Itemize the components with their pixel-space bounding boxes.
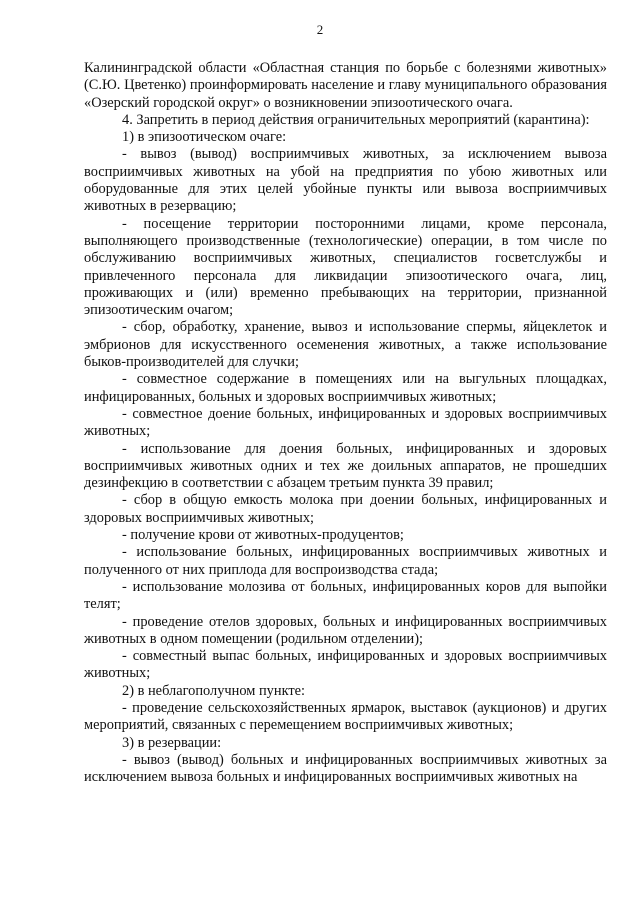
list-item: - сбор в общую емкость молока при доении больных, инфицированных и здоровых восприимчивых животных; — [84, 492, 607, 526]
page-number: 2 — [316, 22, 324, 37]
list-item: - совместное содержание в помещениях или на выгульных площадках, инфицированных, больных и здоровых восприимчивых животных; — [84, 371, 607, 405]
list-item: - совместное доение больных, инфицированных и здоровых восприимчивых животных; — [84, 405, 607, 440]
list-item: - использование для доения больных, инфицированных и здоровых восприимчивых животных одних и тех же доильных аппаратов, не прошедших дезинфекцию в соответствии с абзацем третьим пункта 39 правил; — [84, 440, 607, 492]
subitem-3-heading: 3) в резервации: — [122, 734, 222, 751]
list-item: - проведение отелов здоровых, больных и инфицированных восприимчивых животных в одном помещении (родильном отделении); — [84, 613, 607, 647]
paragraph-item-4: 4. Запретить в период действия ограничительных мероприятий (карантина): — [122, 111, 590, 128]
list-item: - получение крови от животных-продуцентов; — [122, 527, 404, 544]
subitem-2-heading: 2) в неблагополучном пункте: — [122, 682, 306, 699]
list-item: - использование молозива от больных, инфицированных коров для выпойки телят; — [84, 578, 607, 613]
list-item: - вывоз (вывод) восприимчивых животных, за исключением вывоза восприимчивых животных на убой на предприятия по убою животных или оборудованные для этих целей убойные пункты или вывоза восприимчивых животных в резервацию; — [84, 146, 607, 215]
list-item: - сбор, обработку, хранение, вывоз и использование спермы, яйцеклеток и эмбрионов для искусственного осеменения животных, а также использование быков-производителей для случки; — [84, 319, 607, 371]
list-item: - использование больных, инфицированных восприимчивых животных и полученного от них приплода для воспроизводства стада; — [84, 544, 607, 578]
list-item: - совместный выпас больных, инфицированных и здоровых восприимчивых животных; — [84, 648, 607, 682]
list-item: - вывоз (вывод) больных и инфицированных восприимчивых животных за исключением вывоза больных и инфицированных восприимчивых животных на — [84, 751, 607, 786]
list-item: - проведение сельскохозяйственных ярмарок, выставок (аукционов) и других мероприятий, связанных с перемещением восприимчивых животных; — [84, 699, 607, 734]
document-body — [84, 60, 607, 786]
paragraph-continuation: Калининградской области «Областная станция по борьбе с болезнями животных» (С.Ю. Цветенко) проинформировать население и главу муниципального образования «Озерский городской округ» о возникновении эпизоотического очага. — [84, 60, 607, 111]
subitem-1-heading: 1) в эпизоотическом очаге: — [122, 129, 287, 146]
list-item: - посещение территории посторонними лицами, кроме персонала, выполняющего производственные (технологические) операции, в том числе по обслуживанию восприимчивых животных, специалистов госветслужбы и привлеченного персонала для ликвидации эпизоотического очага, лиц, проживающих и (или) временно пребывающих на территории, признанной эпизоотическим очагом; — [84, 215, 607, 319]
